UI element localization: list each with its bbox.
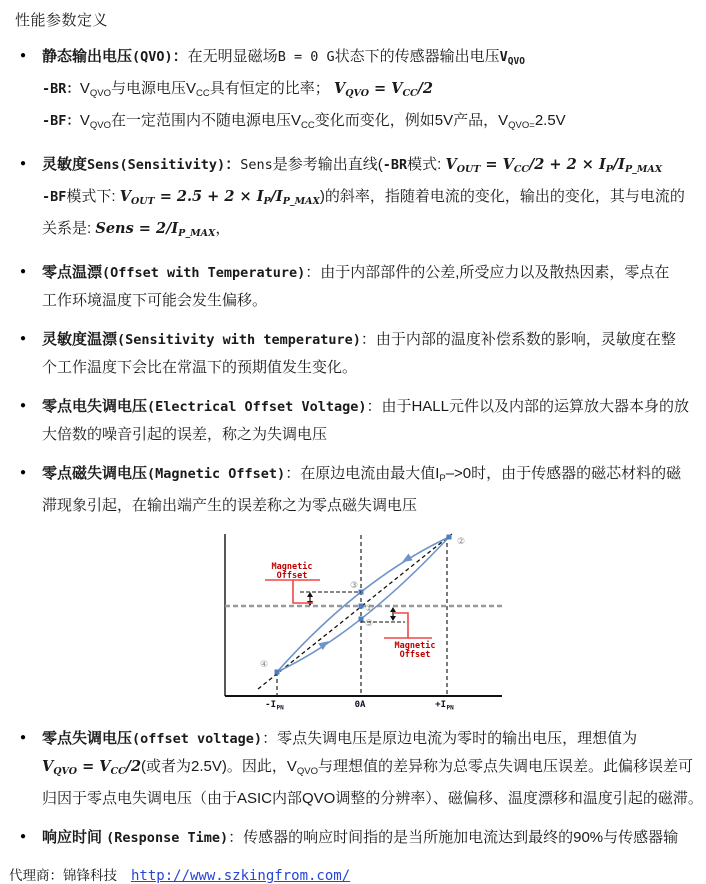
x-label-minus-ipn-sub: PN <box>276 704 284 712</box>
bullet-item <box>15 43 696 139</box>
text-line <box>42 421 696 448</box>
text-segment: ：由于内部的温度补偿系数的影响，灵敏度在整 <box>360 331 676 348</box>
text-segment: CC <box>196 88 210 99</box>
text-segment: CC <box>402 88 418 99</box>
offset-right-label-line2: Offset <box>399 650 431 660</box>
text-segment: 变化而变化，例如5V产品，V <box>314 112 509 129</box>
text-segment: -BF <box>42 189 67 205</box>
text-line <box>42 785 703 812</box>
text-segment: = V <box>480 156 514 173</box>
text-segment: 零点磁失调电压 <box>42 465 148 482</box>
bullet-marker-icon: ● <box>20 158 27 169</box>
text-line <box>42 354 696 381</box>
point-5-marker <box>359 617 364 622</box>
text-segment: 模式: <box>407 156 446 173</box>
text-segment: P_MAX <box>178 228 216 239</box>
text-segment: QVO <box>345 88 369 99</box>
text-segment: 灵敏度温漂 <box>42 331 118 348</box>
text-segment: P <box>263 196 271 207</box>
bullet-item <box>15 725 703 812</box>
offset-left-arrow <box>307 592 313 606</box>
text-segment: -BR： <box>42 81 80 97</box>
hysteresis-chart <box>218 531 518 721</box>
text-segment: 响应时间 <box>42 829 107 846</box>
bullet-item <box>15 326 696 381</box>
text-segment: P <box>439 473 446 484</box>
point-2-label: ② <box>457 537 466 547</box>
page-title: 性能参数定义 <box>15 12 109 29</box>
bullet-marker-icon: ● <box>20 467 27 478</box>
offset-right-arrow <box>390 607 396 621</box>
text-line <box>42 183 696 215</box>
text-segment: 与理想值的差异称为总零点失调电压误差。此偏移误差可 <box>318 758 694 775</box>
x-tick-labels <box>265 700 454 712</box>
text-segment: )的斜率，指随着电流的变化，输出的变化，其与电流的 <box>319 188 685 205</box>
bullet-list-top <box>15 43 696 519</box>
text-segment: QVO= <box>508 120 535 131</box>
bullet-text <box>42 393 696 448</box>
text-segment: = V <box>368 80 403 97</box>
text-segment: 与电源电压V <box>111 80 197 97</box>
offset-left-label-line2: Offset <box>276 571 308 581</box>
text-segment: Sens = 2/I <box>95 220 179 237</box>
bullet-text <box>42 460 696 519</box>
text-line <box>42 43 696 75</box>
text-segment: /I <box>270 188 283 205</box>
text-segment: CC <box>301 120 315 131</box>
bullet-list-bottom <box>15 725 703 852</box>
text-segment: 模式下: <box>66 188 120 205</box>
text-segment: QVO <box>89 88 112 99</box>
bullet-marker-icon: ● <box>20 831 27 842</box>
bullet-item <box>15 460 696 519</box>
text-segment: /I <box>612 156 625 173</box>
hysteresis-chart-svg <box>218 531 518 721</box>
point-5-label: ⑤ <box>364 619 374 629</box>
bullet-marker-icon: ● <box>20 400 27 411</box>
bullet-item <box>15 151 696 247</box>
text-segment: B = 0 G <box>277 49 335 65</box>
text-segment: 具有恒定的比率； <box>209 80 334 97</box>
bullet-item <box>15 259 696 314</box>
ideal-line <box>258 534 452 689</box>
point-2-marker <box>447 535 452 540</box>
text-segment: 工作环境温度下可能会发生偏移。 <box>42 292 268 309</box>
text-segment: 零点失调电压 <box>42 730 133 747</box>
text-segment: (Response Time) <box>106 830 229 846</box>
text-segment: -BF： <box>42 113 80 129</box>
text-segment: = V <box>77 758 111 775</box>
text-segment: P_MAX <box>624 164 663 175</box>
bullet-item <box>15 393 696 448</box>
text-segment: CC <box>513 164 529 175</box>
bullet-marker-icon: ● <box>20 50 27 61</box>
bullet-text <box>42 824 696 852</box>
text-segment: (Magnetic Offset) <box>147 466 286 482</box>
text-segment: 在一定范围内不随电源电压V <box>111 112 302 129</box>
text-segment: ：零点失调电压是原边电流为零时的输出电压，理想值为 <box>262 730 638 747</box>
text-segment: V <box>333 80 346 97</box>
bullet-text <box>42 725 703 812</box>
text-line <box>42 824 696 852</box>
text-segment: 滞现象引起，在输出端产生的误差称之为零点磁失调电压 <box>42 497 418 514</box>
text-line <box>42 753 703 785</box>
text-line <box>42 215 696 247</box>
bullet-text <box>42 43 696 139</box>
text-segment: V <box>119 188 131 205</box>
text-line <box>42 151 696 183</box>
bullet-text <box>42 326 696 381</box>
text-segment: ， <box>215 220 231 237</box>
text-segment: V <box>79 112 90 129</box>
x-label-plus-ipn: +I <box>435 700 446 710</box>
text-segment: -BR <box>382 157 408 173</box>
point-1-marker <box>359 604 364 609</box>
text-segment: (Offset with Temperature) <box>102 265 306 281</box>
text-line <box>42 725 703 753</box>
text-segment: QVO <box>296 766 319 777</box>
text-segment: QVO <box>507 56 525 67</box>
text-segment: /2 <box>125 758 142 775</box>
text-segment: 2.5V <box>534 112 566 129</box>
text-segment: ： <box>172 48 188 65</box>
text-segment: (或者为2.5V)。因此，V <box>141 758 297 775</box>
text-segment: 大倍数的噪音引起的误差，称之为失调电压 <box>42 426 328 443</box>
text-line <box>42 75 696 107</box>
distributor-link[interactable]: http://www.szkingfrom.com/ <box>131 868 351 884</box>
text-segment: ：由于内部部件的公差,所受应力以及散热因素，零点在 <box>305 264 670 281</box>
x-label-minus-ipn: -I <box>265 700 276 710</box>
text-segment: –>0时，由于传感器的磁芯材料的磁 <box>445 465 682 482</box>
text-segment: ：在原边电流由最大值I <box>285 465 440 482</box>
text-segment: QVO <box>53 766 78 777</box>
text-segment: CC <box>110 766 126 777</box>
point-4-label: ④ <box>259 660 269 670</box>
text-segment: 状态下的传感器输出电压 <box>334 48 500 65</box>
text-segment: 归因于零点电失调电压（由于ASIC内部QVO调整的分辨率）、磁偏移、温度漂移和温度引起的磁滞。 <box>42 790 703 807</box>
text-line <box>42 287 696 314</box>
offset-left-label-line1: Magnetic <box>271 562 313 572</box>
bullet-text <box>42 151 696 247</box>
text-segment: P <box>605 164 613 175</box>
text-line <box>42 492 696 519</box>
text-segment: ：由于HALL元件以及内部的运算放大器本身的放 <box>366 398 689 415</box>
point-4-marker <box>275 670 280 675</box>
text-segment: P_MAX <box>282 196 320 207</box>
offset-left-bracket <box>265 580 320 603</box>
bullet-text <box>42 259 696 314</box>
text-line <box>42 107 696 139</box>
bullet-marker-icon: ● <box>20 333 27 344</box>
text-segment: (Sensitivity with temperature) <box>117 332 361 348</box>
text-segment: 零点电失调电压 <box>42 398 148 415</box>
text-line <box>42 259 696 287</box>
offset-right-label-line1: Magnetic <box>394 641 436 651</box>
text-segment: V <box>499 49 508 65</box>
text-line <box>42 393 696 421</box>
text-segment: 灵敏度 <box>42 156 88 173</box>
text-segment: 静态输出电压 <box>42 48 133 65</box>
text-segment: (Electrical Offset Voltage) <box>147 399 367 415</box>
text-segment: /2 <box>417 80 433 97</box>
text-segment: V <box>42 758 54 775</box>
bullet-marker-icon: ● <box>20 732 27 743</box>
bullet-item <box>15 824 696 852</box>
text-segment: /2 + 2 × I <box>528 156 606 173</box>
text-segment: Sens(Sensitivity) <box>87 157 226 173</box>
text-segment: (QVO) <box>132 49 173 65</box>
x-label-plus-ipn-sub: PN <box>446 704 454 712</box>
point-3-label: ③ <box>349 581 359 591</box>
bullet-marker-icon: ● <box>20 266 27 277</box>
point-1-label: ① <box>364 604 374 614</box>
distributor-label: 代理商：锦锋科技 <box>9 868 117 883</box>
text-segment: 是参考输出直线( <box>272 156 383 173</box>
text-segment: 零点温漂 <box>42 264 103 281</box>
text-segment: 关系是: <box>42 220 96 237</box>
text-segment: ：传感器的响应时间指的是当所施加电流达到最终的90%与传感器输 <box>228 829 679 846</box>
text-segment: 在无明显磁场 <box>187 48 278 65</box>
text-segment: QVO <box>89 120 112 131</box>
text-segment: V <box>445 156 457 173</box>
text-segment: = 2.5 + 2 × I <box>154 188 264 205</box>
text-segment: Sens <box>240 157 273 173</box>
text-segment: OUT <box>131 196 155 207</box>
text-segment: OUT <box>456 164 481 175</box>
text-segment: V <box>79 80 90 97</box>
text-line <box>42 460 696 492</box>
footer <box>9 864 696 884</box>
text-segment: (offset voltage) <box>132 731 263 747</box>
text-line <box>42 326 696 354</box>
text-segment: ： <box>225 156 241 173</box>
x-label-zero: 0A <box>354 700 366 710</box>
text-segment: 个工作温度下会比在常温下的预期值发生变化。 <box>42 359 358 376</box>
